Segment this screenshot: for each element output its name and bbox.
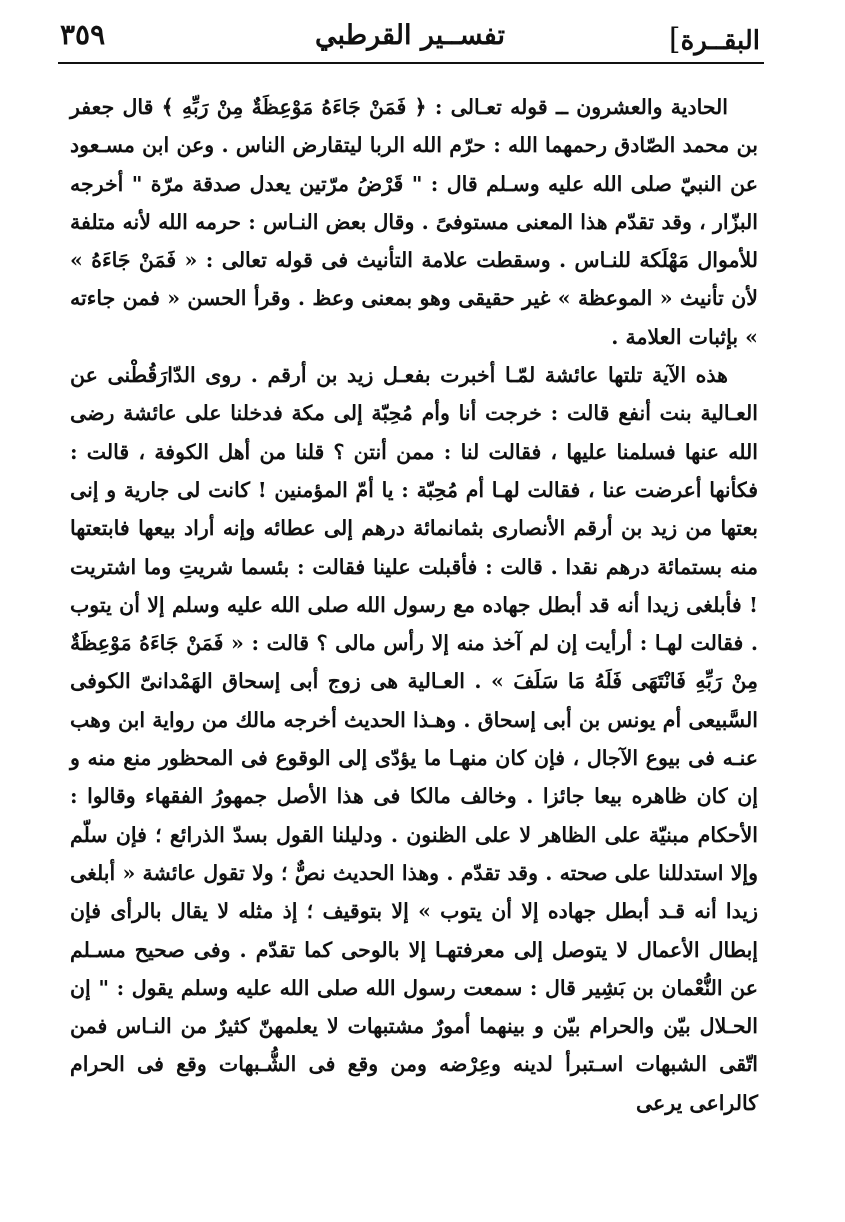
page-number: ٣٥٩ <box>60 18 106 51</box>
surah-label: البقــرة <box>680 26 760 56</box>
running-head-title: تفســير القرطبي <box>315 20 505 51</box>
header-bracket: ] <box>668 22 681 57</box>
page-header <box>60 8 760 58</box>
header-rule <box>58 62 764 64</box>
paragraph: الحادية والعشرون ــ قوله تعـالى : ﴿ فَمَنْ جَاءَهُ مَوْعِظَةٌ مِنْ رَبِّهِ ﴾ قال جعفر بن محمد الصّادق رحمهما الله : حرّم الله الربا ليتقارض الناس . وعن ابن مسـعود عن النبيّ صلى الله عليه وسـلم قال : " قَرْضُ مرّتين يعدل صدقة مرّة " أخرجه البزّار ، وقد تقدّم هذا المعنى مستوفىً . وقال بعض النـاس : حرمه الله لأنه متلفة للأموال مَهْلَكة للنـاس . وسقطت علامة التأنيث فى قوله تعالى : « فَمَنْ جَاءَهُ » لأن تأنيث « الموعظة » غير حقيقى وهو بمعنى وعظ . وقرأ الحسن « فمن جاءته » بإثبات العلامة . <box>70 95 758 349</box>
body-text <box>70 88 758 1122</box>
paragraph: هذه الآية تلتها عائشة لمّـا أخبرت بفعـل زيد بن أرقم . روى الدّارَقُطْنى عن العـالية بنت أنفع قالت : خرجت أنا وأم مُحِبّة إلى مكة فدخلنا على عائشة رضى الله عنها فسلمنا عليها ، فقالت لنا : ممن أنتن ؟ قلنا من أهل الكوفة ، قالت : فكأنها أعرضت عنا ، فقالت لهـا أم مُحِبّة : يا أمّ المؤمنين ! كانت لى جارية و إنى بعتها من زيد بن أرقم الأنصارى بثمانمائة درهم إلى عطائه وإنه أراد بيعها فابتعتها منه بستمائة درهم نقدا . قالت : فأقبلت علينا فقالت : بئسما شريتِ وما اشتريت ! فأبلغى زيدا أنه قد أبطل جهاده مع رسول الله صلى الله عليه وسلم إلا أن يتوب . فقالت لهـا : أرأيت إن لم آخذ منه إلا رأس مالى ؟ قالت : « فَمَنْ جَاءَهُ مَوْعِظَةٌ مِنْ رَبِّهِ فَانْتَهَى فَلَهُ مَا سَلَفَ » . العـالية هى زوج أبى إسحاق الهَمْدانىّ الكوفى السَّبيعى أم يونس بن أبى إسحاق . وهـذا الحديث أخرجه مالك من رواية ابن وهب عنـه فى بيوع الآجال ، فإن كان منهـا ما يؤدّى إلى الوقوع فى المحظور منع منه و إن كان ظاهره بيعا جائزا . وخالف مالكا فى هذا الأصل جمهورُ الفقهاء وقالوا : الأحكام مبنيّة على الظاهر لا على الظنون . ودليلنا القول بسدّ الذرائع ؛ فإن سلّم وإلا استدللنا على صحته . وقد تقدّم . وهذا الحديث نصٌّ ؛ ولا تقول عائشة « أبلغى زيدا أنه قـد أبطل جهاده إلا أن يتوب » إلا بتوقيف ؛ إذ مثله لا يقال بالرأى فإن إبطال الأعمال لا يتوصل إلى معرفتهـا إلا بالوحى كما تقدّم . وفى صحيح مسـلم عن النُّعْمان بن بَشِير قال : سمعت رسول الله صلى الله عليه وسلم يقول : " إن الحـلال بيّن والحرام بيّن و بينهما أمورٌ مشتبهات لا يعلمهنّ كثيرٌ من النـاس فمن اتّقى الشبهات اسـتبرأ لدينه وعِرْضه ومن وقع فى الشُّـبهات وقع فى الحرام كالراعى يرعى <box>70 363 758 1115</box>
